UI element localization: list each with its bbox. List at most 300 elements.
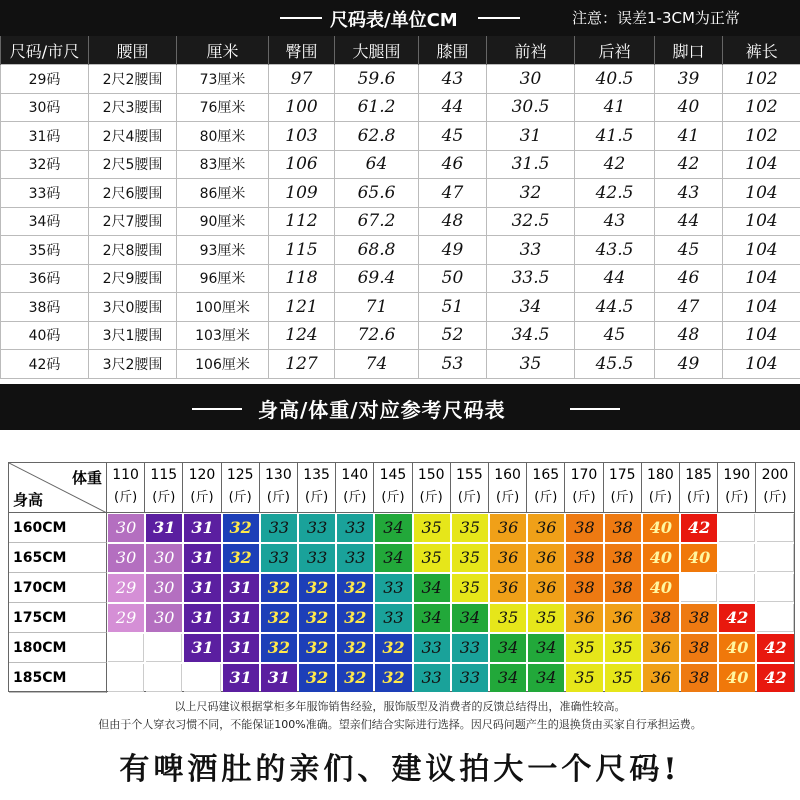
table-cell: 106厘米	[177, 350, 269, 379]
weight-header	[145, 463, 183, 513]
size-cell: 32	[261, 574, 297, 602]
table-cell: 42码	[1, 350, 89, 379]
size-cell	[146, 664, 182, 692]
table-cell: 104	[723, 179, 800, 208]
size-cell: 36	[605, 604, 641, 632]
table-cell: 124	[269, 321, 335, 350]
weight-value: 180	[647, 467, 674, 483]
size-cell: 38	[566, 574, 602, 602]
size-cell: 33	[299, 514, 335, 542]
size-cell: 33	[452, 664, 488, 692]
size-cell: 29	[108, 604, 144, 632]
table-cell: 64	[335, 150, 419, 179]
weight-unit: (斤)	[687, 490, 711, 505]
column-header: 臀围	[269, 36, 335, 65]
table-cell: 30	[487, 65, 575, 94]
size-cell: 35	[452, 514, 488, 542]
table-cell: 34码	[1, 207, 89, 236]
size-cell: 40	[719, 634, 755, 662]
size-chart-header	[0, 0, 800, 36]
table-cell: 41	[655, 122, 723, 151]
weight-value: 135	[303, 467, 330, 483]
column-header: 膝围	[419, 36, 487, 65]
table-cell: 51	[419, 293, 487, 322]
weight-value: 200	[761, 467, 789, 483]
size-cell: 29	[108, 574, 144, 602]
weight-unit: (斤)	[266, 490, 290, 505]
column-header: 尺码/市尺	[1, 36, 89, 65]
weight-unit: (斤)	[496, 490, 520, 505]
size-cell: 33	[375, 574, 411, 602]
size-cell: 32	[299, 604, 335, 632]
table-cell: 45	[575, 321, 655, 350]
table-row	[1, 65, 800, 94]
table-cell: 76厘米	[177, 93, 269, 122]
table-cell: 2尺2腰围	[89, 65, 177, 94]
size-cell: 32	[375, 634, 411, 662]
weight-value: 140	[341, 467, 369, 483]
weight-header	[222, 463, 260, 513]
corner-height-label: 身高	[13, 491, 44, 509]
table-row	[1, 321, 800, 350]
size-cell: 31	[184, 634, 220, 662]
table-row	[1, 236, 800, 265]
footer-line-1: 以上尺码建议根据掌柜多年服饰销售经验，服饰版型及消费者的反馈总结得出，准确性较高。	[174, 700, 626, 713]
weight-value: 145	[379, 467, 407, 483]
size-cell: 31	[223, 574, 259, 602]
table-cell: 39	[655, 65, 723, 94]
column-header: 厘米	[177, 36, 269, 65]
divider-line	[192, 408, 242, 410]
table-cell: 104	[723, 293, 800, 322]
table-cell: 69.4	[335, 264, 419, 293]
size-cell: 38	[605, 574, 641, 602]
table-cell: 34	[487, 293, 575, 322]
size-cell: 40	[643, 574, 679, 602]
size-cell: 30	[146, 574, 182, 602]
size-cell	[757, 544, 793, 572]
table-row	[1, 179, 800, 208]
size-cell: 38	[605, 514, 641, 542]
size-table-body	[1, 65, 800, 379]
table-cell: 62.8	[335, 122, 419, 151]
table-cell: 127	[269, 350, 335, 379]
table-cell: 33	[487, 236, 575, 265]
tolerance-note: 注意：误差1-3CM为正常	[572, 9, 740, 27]
column-header: 后裆	[575, 36, 655, 65]
table-cell: 2尺6腰围	[89, 179, 177, 208]
table-cell: 80厘米	[177, 122, 269, 151]
weight-header	[604, 463, 642, 513]
size-cell: 34	[375, 514, 411, 542]
size-cell: 30	[146, 544, 182, 572]
table-cell: 46	[419, 150, 487, 179]
size-cell	[719, 544, 755, 572]
size-cell: 32	[299, 574, 335, 602]
corner-weight-label: 体重	[71, 469, 102, 487]
table-cell: 33码	[1, 179, 89, 208]
table-cell: 83厘米	[177, 150, 269, 179]
size-cell: 40	[643, 514, 679, 542]
table-cell: 41	[575, 93, 655, 122]
size-cell: 32	[223, 514, 259, 542]
size-cell: 32	[261, 604, 297, 632]
table-cell: 48	[655, 321, 723, 350]
size-cell: 31	[223, 634, 259, 662]
table-cell: 35	[487, 350, 575, 379]
size-cell: 30	[108, 514, 144, 542]
size-cell: 33	[375, 604, 411, 632]
height-label: 175CM	[9, 603, 107, 633]
table-cell: 90厘米	[177, 207, 269, 236]
table-cell: 42	[655, 150, 723, 179]
weight-header	[374, 463, 412, 513]
size-cell: 33	[337, 544, 373, 572]
size-cell: 32	[337, 574, 373, 602]
table-cell: 49	[655, 350, 723, 379]
table-cell: 106	[269, 150, 335, 179]
table-cell: 50	[419, 264, 487, 293]
size-cell: 34	[528, 664, 564, 692]
table-cell: 3尺1腰围	[89, 321, 177, 350]
table-cell: 2尺3腰围	[89, 93, 177, 122]
table-cell: 45	[655, 236, 723, 265]
size-cell: 34	[490, 634, 526, 662]
table-cell: 93厘米	[177, 236, 269, 265]
size-cell: 34	[414, 574, 450, 602]
table-cell: 3尺2腰围	[89, 350, 177, 379]
table-cell: 104	[723, 207, 800, 236]
table-cell: 112	[269, 207, 335, 236]
column-header: 大腿围	[335, 36, 419, 65]
size-cell: 33	[452, 634, 488, 662]
size-cell: 35	[414, 514, 450, 542]
table-cell: 2尺5腰围	[89, 150, 177, 179]
size-cell: 36	[528, 544, 564, 572]
table-cell: 47	[655, 293, 723, 322]
table-cell: 30.5	[487, 93, 575, 122]
column-header: 裤长	[723, 36, 800, 65]
size-cell	[108, 634, 144, 662]
table-cell: 43	[419, 65, 487, 94]
size-cell: 33	[261, 544, 297, 572]
weight-value: 170	[570, 467, 598, 483]
table-cell: 44.5	[575, 293, 655, 322]
size-cell: 33	[337, 514, 373, 542]
size-cell: 36	[490, 544, 526, 572]
table-cell: 40码	[1, 321, 89, 350]
table-cell: 67.2	[335, 207, 419, 236]
table-cell: 2尺9腰围	[89, 264, 177, 293]
size-cell: 34	[375, 544, 411, 572]
table-cell: 33.5	[487, 264, 575, 293]
weight-header	[756, 463, 794, 513]
table-cell: 44	[655, 207, 723, 236]
weight-unit: (斤)	[228, 490, 252, 505]
size-cell: 35	[605, 664, 641, 692]
weight-value: 120	[188, 467, 216, 483]
size-cell: 36	[643, 664, 679, 692]
column-header: 脚口	[655, 36, 723, 65]
size-cell: 38	[681, 634, 717, 662]
grid-corner	[9, 463, 107, 513]
size-cell	[719, 574, 755, 602]
size-cell: 30	[146, 604, 182, 632]
table-cell: 3尺0腰围	[89, 293, 177, 322]
table-cell: 104	[723, 321, 800, 350]
size-cell: 38	[643, 604, 679, 632]
weight-header	[451, 463, 489, 513]
size-cell: 36	[566, 604, 602, 632]
weight-header	[336, 463, 374, 513]
table-cell: 45.5	[575, 350, 655, 379]
size-cell: 33	[414, 634, 450, 662]
size-cell: 42	[681, 514, 717, 542]
size-cell: 40	[719, 664, 755, 692]
size-cell	[146, 634, 182, 662]
table-row	[1, 264, 800, 293]
table-cell: 52	[419, 321, 487, 350]
table-cell: 104	[723, 236, 800, 265]
size-cell: 38	[566, 544, 602, 572]
table-cell: 118	[269, 264, 335, 293]
size-cell	[757, 574, 793, 602]
weight-header	[680, 463, 718, 513]
table-cell: 65.6	[335, 179, 419, 208]
size-cell	[719, 514, 755, 542]
size-cell: 31	[261, 664, 297, 692]
table-cell: 61.2	[335, 93, 419, 122]
table-cell: 103	[269, 122, 335, 151]
weight-unit: (斤)	[457, 490, 481, 505]
size-cell: 35	[490, 604, 526, 632]
table-cell: 44	[575, 264, 655, 293]
column-header: 前裆	[487, 36, 575, 65]
size-cell: 31	[184, 544, 220, 572]
weight-value: 190	[723, 467, 751, 483]
table-cell: 96厘米	[177, 264, 269, 293]
table-cell: 97	[269, 65, 335, 94]
weight-value: 185	[685, 467, 712, 483]
table-cell: 53	[419, 350, 487, 379]
size-cell: 42	[719, 604, 755, 632]
table-row	[1, 150, 800, 179]
height-weight-grid	[8, 462, 795, 692]
weight-value: 110	[112, 467, 139, 483]
table-cell: 30码	[1, 93, 89, 122]
table-cell: 36码	[1, 264, 89, 293]
table-cell: 46	[655, 264, 723, 293]
height-label: 185CM	[9, 663, 107, 693]
size-cell: 38	[566, 514, 602, 542]
size-cell: 35	[452, 544, 488, 572]
size-cell: 34	[452, 604, 488, 632]
height-label: 165CM	[9, 543, 107, 573]
table-cell: 43	[575, 207, 655, 236]
table-cell: 2尺4腰围	[89, 122, 177, 151]
size-cell: 38	[681, 664, 717, 692]
size-cell: 35	[566, 634, 602, 662]
size-cell: 31	[184, 574, 220, 602]
table-cell: 32.5	[487, 207, 575, 236]
weight-header	[718, 463, 756, 513]
table-cell: 100	[269, 93, 335, 122]
size-cell: 32	[261, 634, 297, 662]
size-cell: 34	[414, 604, 450, 632]
weight-value: 175	[608, 467, 636, 483]
table-cell: 43	[655, 179, 723, 208]
table-row	[1, 122, 800, 151]
table-cell: 48	[419, 207, 487, 236]
table-cell: 104	[723, 264, 800, 293]
table-cell: 102	[723, 65, 800, 94]
size-cell	[108, 664, 144, 692]
table-cell: 44	[419, 93, 487, 122]
table-cell: 31码	[1, 122, 89, 151]
size-cell: 40	[643, 544, 679, 572]
size-cell: 36	[528, 574, 564, 602]
table-cell: 40	[655, 93, 723, 122]
weight-value: 155	[456, 467, 483, 483]
weight-value: 125	[226, 467, 254, 483]
table-cell: 43.5	[575, 236, 655, 265]
table-cell: 72.6	[335, 321, 419, 350]
size-cell	[757, 514, 793, 542]
size-cell: 31	[146, 514, 182, 542]
size-cell: 35	[566, 664, 602, 692]
table-cell: 42	[575, 150, 655, 179]
divider-line	[570, 408, 620, 410]
size-cell	[681, 574, 717, 602]
table-cell: 100厘米	[177, 293, 269, 322]
table-cell: 59.6	[335, 65, 419, 94]
table-cell: 2尺8腰围	[89, 236, 177, 265]
table-cell: 103厘米	[177, 321, 269, 350]
size-table	[0, 36, 800, 379]
size-chart-title: 尺码表/单位CM	[330, 10, 458, 31]
table-row	[1, 293, 800, 322]
table-cell: 74	[335, 350, 419, 379]
weight-unit: (斤)	[534, 490, 558, 505]
size-cell: 32	[299, 634, 335, 662]
size-cell: 42	[757, 664, 793, 692]
size-cell: 33	[299, 544, 335, 572]
table-cell: 104	[723, 150, 800, 179]
weight-header	[527, 463, 565, 513]
size-cell: 34	[490, 664, 526, 692]
column-header: 腰围	[89, 36, 177, 65]
weight-header	[107, 463, 145, 513]
size-cell: 32	[337, 634, 373, 662]
weight-value: 165	[532, 467, 560, 483]
footer-line-2: 但由于个人穿衣习惯不同，不能保证100%准确。望亲们结合实际进行选择。因尺码问题产生的退换货由买家自行承担运费。	[98, 718, 702, 731]
table-cell: 35码	[1, 236, 89, 265]
weight-header	[489, 463, 527, 513]
size-cell: 35	[528, 604, 564, 632]
table-row	[1, 350, 800, 379]
reference-header	[0, 384, 800, 430]
weight-unit: (斤)	[725, 490, 749, 505]
size-cell: 36	[490, 574, 526, 602]
size-cell: 42	[757, 634, 793, 662]
size-cell: 32	[299, 664, 335, 692]
weight-header	[413, 463, 451, 513]
table-cell: 41.5	[575, 122, 655, 151]
weight-unit: (斤)	[419, 490, 443, 505]
weight-unit: (斤)	[381, 490, 405, 505]
weight-unit: (斤)	[648, 490, 672, 505]
table-row	[1, 93, 800, 122]
weight-unit: (斤)	[610, 490, 634, 505]
table-cell: 2尺7腰围	[89, 207, 177, 236]
table-cell: 29码	[1, 65, 89, 94]
size-cell: 32	[337, 664, 373, 692]
size-cell: 33	[414, 664, 450, 692]
height-label: 180CM	[9, 633, 107, 663]
size-cell: 35	[414, 544, 450, 572]
table-cell: 102	[723, 93, 800, 122]
size-cell: 36	[528, 514, 564, 542]
weight-unit: (斤)	[343, 490, 367, 505]
weight-unit: (斤)	[763, 490, 787, 505]
weight-header	[298, 463, 336, 513]
table-cell: 47	[419, 179, 487, 208]
size-cell: 32	[337, 604, 373, 632]
divider-line	[280, 17, 322, 19]
table-cell: 40.5	[575, 65, 655, 94]
weight-header	[183, 463, 221, 513]
table-cell: 38码	[1, 293, 89, 322]
table-cell: 31	[487, 122, 575, 151]
table-cell: 109	[269, 179, 335, 208]
size-cell	[757, 604, 793, 632]
size-cell: 31	[184, 604, 220, 632]
table-cell: 121	[269, 293, 335, 322]
size-cell: 40	[681, 544, 717, 572]
weight-unit: (斤)	[572, 490, 596, 505]
size-cell: 33	[261, 514, 297, 542]
size-cell: 36	[643, 634, 679, 662]
table-row	[1, 207, 800, 236]
table-cell: 86厘米	[177, 179, 269, 208]
table-cell: 102	[723, 122, 800, 151]
table-cell: 68.8	[335, 236, 419, 265]
size-cell: 34	[528, 634, 564, 662]
weight-unit: (斤)	[152, 490, 176, 505]
size-cell: 35	[605, 634, 641, 662]
weight-header	[565, 463, 603, 513]
size-cell: 35	[452, 574, 488, 602]
table-cell: 115	[269, 236, 335, 265]
table-cell: 104	[723, 350, 800, 379]
weight-header	[642, 463, 680, 513]
beer-belly-slogan: 有啤酒肚的亲们、建议拍大一个尺码!	[119, 752, 681, 787]
table-cell: 73厘米	[177, 65, 269, 94]
divider-line	[478, 17, 520, 19]
table-cell: 45	[419, 122, 487, 151]
table-cell: 31.5	[487, 150, 575, 179]
table-cell: 32	[487, 179, 575, 208]
size-cell: 31	[184, 514, 220, 542]
reference-title: 身高/体重/对应参考尺码表	[258, 398, 506, 422]
weight-value: 160	[494, 467, 521, 483]
table-cell: 34.5	[487, 321, 575, 350]
weight-value: 150	[417, 467, 445, 483]
weight-unit: (斤)	[305, 490, 329, 505]
height-label: 170CM	[9, 573, 107, 603]
table-cell: 49	[419, 236, 487, 265]
size-table-header	[1, 36, 800, 65]
